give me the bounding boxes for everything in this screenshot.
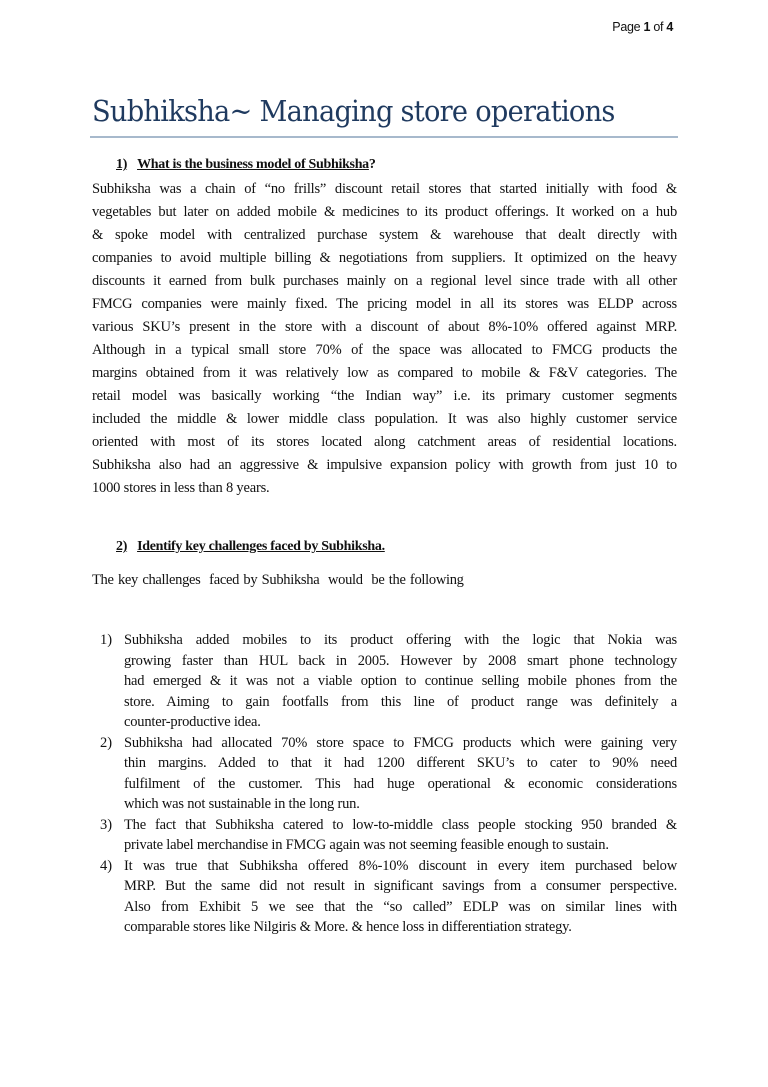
list-item-line: store. Aiming to gain footfalls from this line of product range was definitely a (124, 693, 677, 710)
section-1-paragraph (92, 178, 677, 500)
list-item-line: comparable stores like Nilgiris & More. & hence loss in differentiation strategy. (124, 919, 572, 935)
paragraph-line: Subhiksha was a chain of “no frills” discount retail stores that started initially with food & (92, 181, 677, 197)
paragraph-line: discounts it earned from bulk purchases mainly on a regional level since trade with all other (92, 273, 677, 289)
list-item-line: The fact that Subhiksha catered to low-to-middle class people stocking 950 branded & (124, 816, 677, 833)
section-number: 2) (116, 539, 128, 554)
paragraph-line: oriented with most of its stores located along catchment areas of residential locations. (92, 434, 677, 450)
list-item (100, 733, 677, 815)
paragraph-line: retail model was basically working “the Indian way” i.e. its primary customer segments (92, 388, 677, 404)
list-item-line: MRP. But the same did not result in significant savings from a consumer perspective. (124, 878, 677, 894)
page-current: 1 (643, 20, 651, 34)
challenges-list (100, 630, 677, 938)
section-2-intro: The key challenges faced by Subhiksha would be the following (92, 572, 464, 588)
section-heading-text: What is the business model of Subhiksha (137, 157, 369, 172)
list-item-line: Subhiksha added mobiles to its product offering with the logic that Nokia was (124, 632, 677, 648)
section-heading-tail: ? (368, 157, 376, 172)
paragraph-line: Subhiksha also had an aggressive & impulsive expansion policy with growth from just 10 to (92, 457, 677, 473)
list-item-line: counter-productive idea. (124, 714, 261, 730)
section-heading-text: Identify key challenges faced by Subhiksha. (137, 539, 385, 554)
section-2-heading (116, 539, 385, 555)
list-item-line: which was not sustainable in the long run. (124, 796, 360, 812)
list-item (100, 856, 677, 938)
paragraph-line: 1000 stores in less than 8 years. (92, 480, 270, 496)
title-divider (90, 136, 678, 138)
list-item-number: 1) (100, 632, 113, 648)
paragraph-line: margins obtained from it was relatively low as compared to mobile & F&V categories. The (92, 365, 677, 381)
paragraph-line: various SKU’s present in the store with a discount of about 8%-10% offered against MRP. (92, 319, 677, 335)
page-number (612, 20, 673, 34)
paragraph-line: companies to avoid multiple billing & negotiations from suppliers. It optimized on the heavy (92, 250, 677, 266)
list-item-line: Also from Exhibit 5 we see that the “so called” EDLP was on similar lines with (124, 898, 677, 915)
list-item (100, 815, 677, 856)
paragraph-line: & spoke model with centralized purchase system & warehouse that dealt directly with (92, 227, 677, 243)
list-item-line: Subhiksha had allocated 70% store space to FMCG products which were gaining very (124, 734, 677, 751)
page-total: 4 (666, 20, 673, 34)
page-of: of (653, 20, 664, 34)
list-item-line: private label merchandise in FMCG again was not seeming feasible enough to sustain. (124, 837, 609, 853)
list-item-line: fulfilment of the customer. This had huge operational & economic considerations (124, 775, 677, 792)
section-1-heading (116, 157, 376, 173)
paragraph-line: included the middle & lower middle class population. It was also highly customer service (92, 411, 677, 427)
list-item-line: It was true that Subhiksha offered 8%-10% discount in every item purchased below (124, 857, 677, 874)
list-item-line: thin margins. Added to that it had 1200 different SKU’s to cater to 90% need (124, 755, 677, 771)
list-item-number: 4) (100, 857, 113, 874)
document-title: Subhiksha~ Managing store operations (92, 94, 615, 128)
list-item (100, 630, 677, 733)
paragraph-line: FMCG companies were mainly fixed. The pricing model in all its stores was ELDP across (92, 296, 677, 312)
list-item-number: 2) (100, 734, 113, 751)
section-number: 1) (116, 157, 128, 172)
page-label: Page (612, 20, 641, 34)
paragraph-line: vegetables but later on added mobile & medicines to its product offerings. It worked on a hub (92, 204, 677, 220)
list-item-line: growing faster than HUL back in 2005. However by 2008 smart phone technology (124, 652, 677, 669)
list-item-line: had emerged & it was not a viable option to continue selling mobile phones from the (124, 673, 677, 689)
list-item-number: 3) (100, 816, 113, 833)
paragraph-line: Although in a typical small store 70% of the space was allocated to FMCG products the (92, 342, 677, 358)
